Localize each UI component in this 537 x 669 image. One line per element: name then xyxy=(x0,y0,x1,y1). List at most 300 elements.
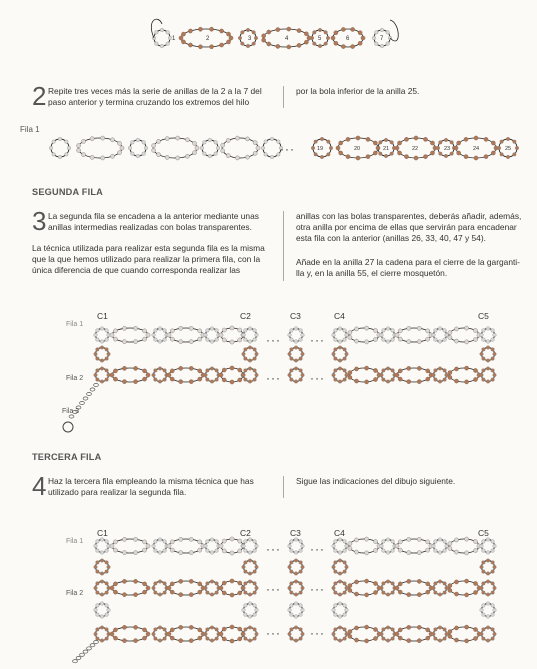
bead xyxy=(77,144,81,148)
bead xyxy=(167,544,171,548)
bead xyxy=(304,32,308,36)
bead xyxy=(343,582,347,586)
bead xyxy=(158,538,162,542)
bead xyxy=(210,580,214,584)
bead xyxy=(482,613,486,617)
bead xyxy=(105,369,109,373)
bead xyxy=(434,549,438,553)
bead xyxy=(206,591,210,595)
bead xyxy=(373,141,377,145)
bead xyxy=(238,591,242,595)
bead xyxy=(365,551,369,555)
bead xyxy=(176,156,180,160)
bead xyxy=(105,329,109,333)
bead xyxy=(110,586,114,590)
bead xyxy=(491,357,495,361)
bead xyxy=(58,137,62,141)
bead xyxy=(366,155,370,159)
ring-label: 3 xyxy=(248,36,252,42)
bead xyxy=(444,154,448,158)
bead xyxy=(105,628,109,632)
bead xyxy=(473,328,477,332)
bead xyxy=(246,28,250,32)
bead xyxy=(358,41,362,45)
bead xyxy=(238,627,242,631)
bead xyxy=(158,380,162,384)
bead xyxy=(454,550,458,554)
bead xyxy=(426,582,430,586)
bead xyxy=(434,637,438,641)
bead xyxy=(365,326,369,330)
bead xyxy=(338,359,342,363)
bead xyxy=(230,340,234,344)
bead xyxy=(204,373,208,377)
bead xyxy=(122,639,126,643)
bead xyxy=(192,151,196,155)
bead xyxy=(294,327,298,331)
chain-link xyxy=(83,650,88,653)
bead xyxy=(473,377,477,381)
bead xyxy=(443,549,447,553)
bead xyxy=(491,561,495,565)
bead xyxy=(391,540,395,544)
bead xyxy=(156,153,160,157)
bead xyxy=(334,604,338,608)
bead xyxy=(122,326,126,330)
bead xyxy=(382,628,386,632)
bead xyxy=(142,377,146,381)
bead xyxy=(163,582,167,586)
bead xyxy=(380,373,384,377)
bead xyxy=(222,549,226,553)
ellipsis: ··· xyxy=(310,582,325,596)
bead xyxy=(439,152,443,156)
bead xyxy=(366,137,370,141)
bead xyxy=(438,327,442,331)
bead xyxy=(454,538,458,542)
bead xyxy=(365,537,369,541)
bead xyxy=(486,593,490,597)
bead xyxy=(338,551,342,555)
bead xyxy=(208,138,212,142)
bead xyxy=(407,537,411,541)
bead xyxy=(204,544,208,548)
bead xyxy=(200,146,204,150)
bead xyxy=(248,602,252,606)
bead xyxy=(448,588,452,592)
bead xyxy=(100,367,104,371)
bead xyxy=(417,579,421,583)
chain-link xyxy=(87,392,92,395)
bead xyxy=(128,146,132,150)
chain-link xyxy=(80,401,85,404)
bead xyxy=(113,628,117,632)
ring-label: 21 xyxy=(383,146,390,152)
bead xyxy=(338,572,342,576)
bead xyxy=(248,593,252,597)
bead xyxy=(248,359,252,363)
bead xyxy=(165,137,169,141)
bead xyxy=(334,540,338,544)
bead xyxy=(179,537,183,541)
bead xyxy=(253,329,257,333)
bead xyxy=(163,369,167,373)
bead xyxy=(382,369,386,373)
bead xyxy=(491,540,495,544)
bead xyxy=(356,156,360,160)
ring-label: 7 xyxy=(380,36,384,42)
bead xyxy=(491,348,495,352)
bead xyxy=(404,137,408,141)
bead xyxy=(198,27,202,31)
bead xyxy=(397,141,401,145)
bead xyxy=(482,604,486,608)
bead xyxy=(222,368,226,372)
bead xyxy=(94,544,98,548)
bead xyxy=(146,632,150,636)
bead xyxy=(133,340,137,344)
bead xyxy=(288,352,292,356)
bead xyxy=(334,637,338,641)
bead xyxy=(443,338,447,342)
ring-label: 1 xyxy=(172,36,176,42)
bead xyxy=(386,538,390,542)
bead xyxy=(398,548,402,552)
bead xyxy=(423,137,427,141)
bead xyxy=(94,565,98,569)
bead xyxy=(380,333,384,337)
bead xyxy=(262,34,266,38)
bead xyxy=(391,378,395,382)
bead xyxy=(382,549,386,553)
bead xyxy=(230,639,234,643)
bead xyxy=(491,570,495,574)
bead xyxy=(398,590,402,594)
fila1-label: Fila 1 xyxy=(66,321,84,328)
bead xyxy=(465,639,469,643)
bead xyxy=(414,156,418,160)
bead xyxy=(407,366,411,370)
bead xyxy=(348,546,352,550)
bead xyxy=(253,613,257,617)
bead xyxy=(65,140,69,144)
bead xyxy=(336,146,340,150)
bead xyxy=(253,369,257,373)
bead xyxy=(229,36,233,40)
text-line: La segunda fila se encadena a la anterior mediante unas xyxy=(48,211,259,221)
bead xyxy=(445,586,449,590)
bead xyxy=(52,153,56,157)
bead xyxy=(506,155,510,159)
bead xyxy=(354,367,358,371)
bead xyxy=(179,380,183,384)
bead xyxy=(244,613,248,617)
bead xyxy=(346,137,350,141)
bead xyxy=(417,625,421,629)
bead xyxy=(354,638,358,642)
bead xyxy=(96,549,100,553)
bead xyxy=(373,627,377,631)
bead xyxy=(482,582,486,586)
bead xyxy=(110,154,114,158)
column-label-c1: C1 xyxy=(97,528,108,538)
bead xyxy=(380,44,384,48)
bead xyxy=(244,561,248,565)
bead xyxy=(491,582,495,586)
bead xyxy=(230,326,234,330)
bead xyxy=(105,549,109,553)
chain-link xyxy=(73,660,78,663)
bead xyxy=(133,537,137,541)
bead xyxy=(163,329,167,333)
bead xyxy=(493,373,497,377)
ring-label: 20 xyxy=(354,146,361,152)
bead xyxy=(332,586,336,590)
bead xyxy=(299,378,303,382)
bead xyxy=(356,136,360,140)
bead xyxy=(473,636,477,640)
bead xyxy=(334,369,338,373)
bead xyxy=(248,580,252,584)
bead xyxy=(110,138,114,142)
bead xyxy=(345,586,349,590)
chain-link xyxy=(83,397,88,400)
bead xyxy=(473,548,477,552)
bead xyxy=(254,36,258,40)
bead xyxy=(219,632,223,636)
bead xyxy=(373,328,377,332)
bead xyxy=(493,333,497,337)
bead xyxy=(426,628,430,632)
bead xyxy=(189,537,193,541)
bead xyxy=(96,540,100,544)
bead xyxy=(77,148,81,152)
bead xyxy=(253,637,257,641)
bead xyxy=(299,561,303,565)
bead xyxy=(294,572,298,576)
bead xyxy=(203,141,207,145)
bead xyxy=(288,565,292,569)
bead xyxy=(276,44,280,48)
bead xyxy=(386,367,390,371)
bead xyxy=(290,582,294,586)
bead xyxy=(192,141,196,145)
bead xyxy=(486,340,490,344)
bead xyxy=(345,352,349,356)
bead xyxy=(343,561,347,565)
bead xyxy=(386,31,390,35)
column-label-c3: C3 xyxy=(290,311,301,321)
bead xyxy=(248,615,252,619)
bead xyxy=(299,637,303,641)
bead xyxy=(290,378,294,382)
bead xyxy=(100,615,104,619)
bead xyxy=(480,565,484,569)
ring-label: 23 xyxy=(444,146,451,152)
bead xyxy=(215,637,219,641)
bead xyxy=(365,593,369,597)
bead xyxy=(158,580,162,584)
bead xyxy=(248,639,252,643)
bead xyxy=(222,378,226,382)
bead xyxy=(245,155,249,159)
bead xyxy=(219,373,223,377)
bead xyxy=(96,604,100,608)
bead xyxy=(361,36,365,40)
bead xyxy=(338,559,342,563)
bead xyxy=(348,331,352,335)
bead xyxy=(170,329,174,333)
bead xyxy=(210,551,214,555)
bead xyxy=(133,326,137,330)
bead xyxy=(198,540,202,544)
bead xyxy=(404,155,408,159)
section-heading-segunda-fila: SEGUNDA FILA xyxy=(32,187,103,197)
bead xyxy=(391,591,395,595)
bead xyxy=(301,352,305,356)
bead xyxy=(395,146,399,150)
bead xyxy=(354,592,358,596)
bead xyxy=(482,591,486,595)
bead xyxy=(110,544,114,548)
bead xyxy=(198,329,202,333)
bead xyxy=(204,333,208,337)
bead xyxy=(226,153,230,157)
bead xyxy=(373,337,377,341)
bead xyxy=(480,632,484,636)
bead xyxy=(486,615,490,619)
bead xyxy=(324,42,328,46)
bead xyxy=(146,586,150,590)
bead xyxy=(238,378,242,382)
bead xyxy=(465,380,469,384)
bead xyxy=(454,379,458,383)
bead xyxy=(332,608,336,612)
bead xyxy=(122,551,126,555)
section2-col1-p2 xyxy=(32,243,282,276)
bead xyxy=(158,639,162,643)
bead xyxy=(208,154,212,158)
fila1-label: Fila 1 xyxy=(66,538,84,545)
bead xyxy=(222,591,226,595)
bead xyxy=(372,36,376,40)
chain-link xyxy=(73,410,78,413)
bead xyxy=(160,28,164,32)
bead xyxy=(242,608,246,612)
chain-link xyxy=(69,415,74,418)
bead xyxy=(343,357,347,361)
bead xyxy=(288,608,292,612)
step-number-4: 4 xyxy=(32,471,47,501)
bead xyxy=(414,136,418,140)
text-line: Añade en la anilla 27 la cadena para el cierre de la garganti- xyxy=(296,257,520,267)
bead xyxy=(101,136,105,140)
bead xyxy=(94,333,98,337)
fila3-label: Fila 3 xyxy=(62,408,80,415)
step2-text-left xyxy=(48,86,288,108)
bead xyxy=(348,371,352,375)
bead xyxy=(299,582,303,586)
bead xyxy=(105,357,109,361)
bead xyxy=(345,565,349,569)
bead xyxy=(152,632,156,636)
bead xyxy=(113,540,117,544)
ring-label: 5 xyxy=(318,36,322,42)
bead xyxy=(142,152,146,156)
bead xyxy=(301,373,305,377)
bead xyxy=(348,630,352,634)
bead xyxy=(407,340,411,344)
bead xyxy=(290,570,294,574)
bead xyxy=(241,42,245,46)
bead xyxy=(482,338,486,342)
bead xyxy=(198,582,202,586)
bead xyxy=(334,357,338,361)
column-label-c1: C1 xyxy=(97,311,108,321)
bead xyxy=(343,329,347,333)
bead xyxy=(334,613,338,617)
bead xyxy=(133,366,137,370)
bead xyxy=(294,359,298,363)
bead xyxy=(154,582,158,586)
bead xyxy=(334,628,338,632)
bead xyxy=(448,371,452,375)
bead xyxy=(417,551,421,555)
bead xyxy=(142,636,146,640)
bead xyxy=(133,380,137,384)
bead xyxy=(133,593,137,597)
bead xyxy=(348,588,352,592)
bead xyxy=(113,582,117,586)
bead xyxy=(179,593,183,597)
bead xyxy=(301,586,305,590)
bead xyxy=(332,632,336,636)
bead xyxy=(198,590,202,594)
bead xyxy=(131,141,135,145)
bead xyxy=(454,146,458,150)
ellipsis: ··· xyxy=(310,542,325,556)
bead xyxy=(242,333,246,337)
bead xyxy=(338,346,342,350)
fila1-label: Fila 1 xyxy=(20,125,40,134)
bead xyxy=(100,551,104,555)
bead xyxy=(179,625,183,629)
text-line: utilizado para realizar la segunda fila. xyxy=(48,487,187,497)
bead xyxy=(117,141,121,145)
text-line: La técnica utilizada para realizar esta segunda fila es la misma xyxy=(32,243,265,253)
bead xyxy=(450,141,454,145)
bead xyxy=(299,338,303,342)
bead xyxy=(253,540,257,544)
bead xyxy=(206,549,210,553)
bead xyxy=(482,637,486,641)
bead xyxy=(152,144,156,148)
bead xyxy=(253,561,257,565)
bead xyxy=(158,626,162,630)
bead xyxy=(473,581,477,585)
bead xyxy=(448,335,452,339)
bead xyxy=(113,636,117,640)
bead xyxy=(407,625,411,629)
bead xyxy=(238,368,242,372)
bead xyxy=(105,570,109,574)
bead xyxy=(445,544,449,548)
bead xyxy=(100,340,104,344)
bead xyxy=(334,549,338,553)
bead xyxy=(248,538,252,542)
bead xyxy=(395,586,399,590)
bead xyxy=(491,338,495,342)
